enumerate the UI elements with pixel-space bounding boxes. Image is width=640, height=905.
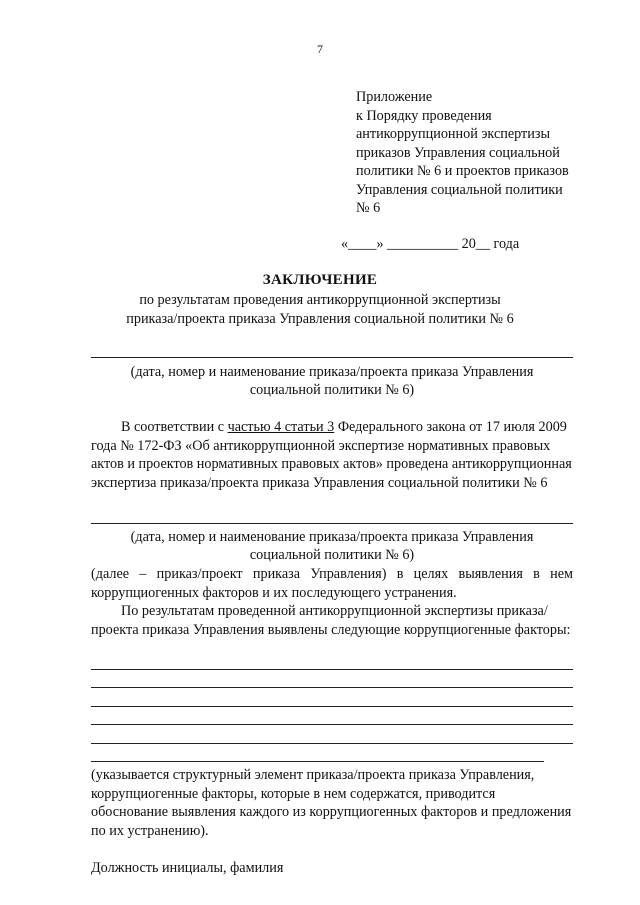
caption-line: (дата, номер и наименование приказа/проекта приказа Управления: [130, 364, 534, 380]
fill-in-line: [91, 669, 573, 670]
caption-line: (дата, номер и наименование приказа/проекта приказа Управления: [130, 529, 534, 545]
document-subtitle: [0, 291, 640, 329]
subtitle-line: приказа/проекта приказа Управления социальной политики № 6: [126, 311, 514, 327]
caption-order-details: [91, 363, 573, 399]
appendix-header: [356, 88, 606, 218]
fill-in-line: [91, 743, 573, 744]
document-title: ЗАКЛЮЧЕНИЕ: [262, 272, 378, 288]
caption-line: социальной политики № 6): [249, 382, 415, 398]
paragraph-findings: По результатам проведенной антикоррупционной экспертизы приказа/проекта приказа Управления выявлены следующие коррупциогенные факторы:: [91, 603, 571, 638]
appendix-line: приказов Управления социальной: [356, 144, 560, 161]
fill-in-line: [91, 687, 573, 688]
paragraph-basis-prefix: В соответствии с: [121, 419, 228, 435]
caption-order-details: [91, 528, 573, 564]
subtitle-line: по результатам проведения антикоррупционной экспертизы: [139, 292, 501, 308]
caption-line: социальной политики № 6): [249, 547, 415, 563]
paragraph-basis-suffix: Федерального закона от 17 июля 2009 года № 172-ФЗ «Об антикоррупционной экспертизе нормативных правовых актов и проектов нормативных правовых актов» проведена антикоррупционная экспертиза приказа/проекта приказа Управления социальной политики № 6: [91, 419, 572, 491]
fill-in-line: [91, 761, 544, 762]
law-reference-link[interactable]: частью 4 статьи 3: [227, 419, 335, 435]
appendix-line: антикоррупционной экспертизы: [356, 126, 550, 142]
appendix-line: № 6: [356, 200, 381, 216]
fill-in-line: [91, 523, 573, 524]
date-line: «____» __________ 20__ года: [341, 236, 520, 252]
paragraph-purpose: (далее – приказ/проект приказа Управления) в целях выявления в нем коррупциогенных факторов и их последующего устранения.: [91, 566, 573, 601]
fill-in-line: [91, 724, 573, 725]
appendix-line: Управления социальной политики: [356, 181, 563, 198]
page-number: 7: [317, 42, 323, 56]
fill-in-line: [91, 706, 573, 707]
appendix-line: Приложение: [356, 89, 433, 105]
signature-line: Должность инициалы, фамилия: [91, 860, 284, 876]
paragraph-basis: [91, 418, 573, 492]
caption-findings-instructions: (указывается структурный элемент приказа/проекта приказа Управления, коррупциогенные факторы, которые в нем содержатся, приводится обоснование выявления каждого из коррупциогенных факторов и предложения по их устранению).: [91, 767, 572, 839]
fill-in-line: [91, 357, 573, 358]
appendix-line: политики № 6 и проектов приказов: [356, 163, 569, 179]
appendix-line: к Порядку проведения: [356, 107, 492, 124]
